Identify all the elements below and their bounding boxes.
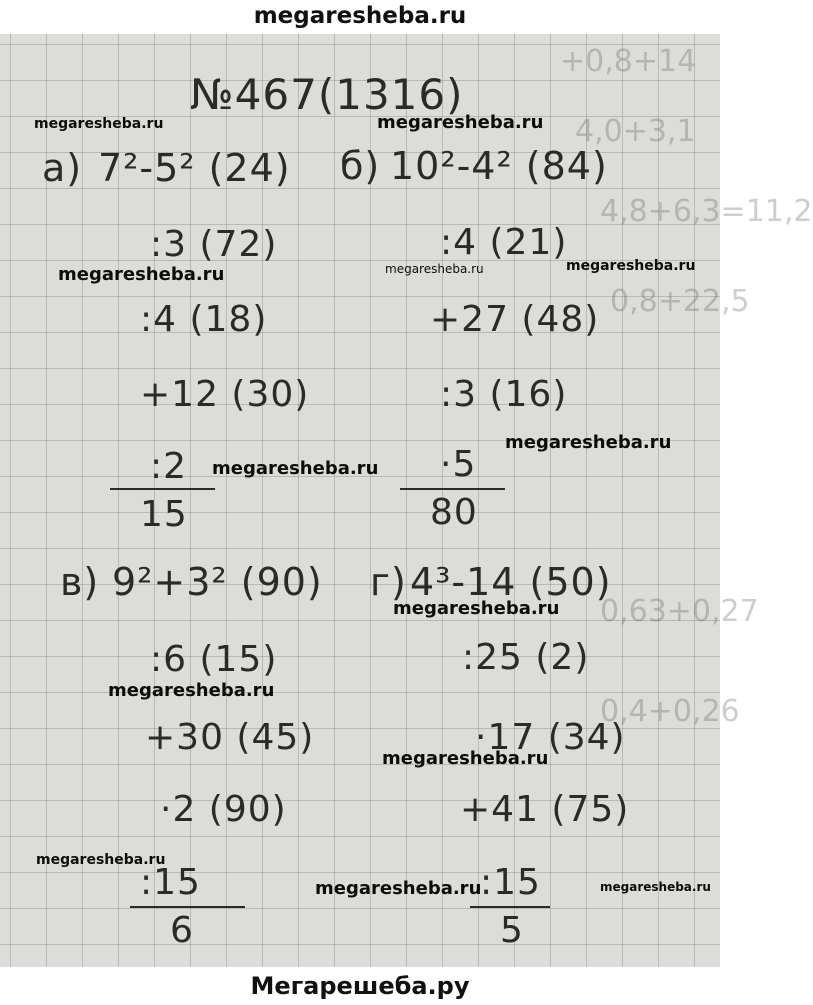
- footer-site-title: Мегарешеба.ру: [0, 967, 720, 1005]
- watermark: megaresheba.ru: [382, 748, 549, 769]
- part-v-step-4: :15: [140, 862, 201, 903]
- part-g-label: г): [370, 560, 407, 604]
- part-b-step-1: :4 (21): [440, 222, 568, 263]
- part-a-step-3: +12 (30): [140, 374, 310, 415]
- part-a-label: а): [42, 146, 83, 190]
- part-v-step-2: +30 (45): [145, 717, 315, 758]
- part-g-start: 4³-14 (50): [410, 560, 612, 604]
- watermark: megaresheba.ru: [600, 880, 711, 894]
- watermark: megaresheba.ru: [315, 878, 482, 899]
- part-v-step-1: :6 (15): [150, 639, 278, 680]
- part-a-result: 15: [140, 494, 188, 535]
- watermark: megaresheba.ru: [377, 112, 544, 133]
- watermark: megaresheba.ru: [393, 598, 560, 619]
- background-trace: 0,4+0,26: [600, 694, 740, 729]
- watermark: megaresheba.ru: [108, 680, 275, 701]
- part-g-step-4: :15: [480, 862, 541, 903]
- notebook-photo: [0, 34, 813, 967]
- part-a-step-4: :2: [150, 446, 188, 487]
- part-g-step-3: +41 (75): [460, 789, 630, 830]
- problem-number: №467(1316): [190, 70, 464, 119]
- part-v-step-3: ·2 (90): [160, 789, 287, 830]
- part-v-fraction-line: [130, 906, 245, 908]
- part-v-label: в): [60, 560, 100, 604]
- part-g-step-2: ·17 (34): [475, 717, 626, 758]
- part-a-start: 7²-5² (24): [98, 146, 291, 190]
- part-g-result: 5: [500, 910, 524, 951]
- part-v-result: 6: [170, 910, 194, 951]
- watermark: megaresheba.ru: [212, 458, 379, 479]
- watermark: megaresheba.ru: [505, 432, 672, 453]
- part-v-start: 9²+3² (90): [112, 560, 323, 604]
- watermark: megaresheba.ru: [385, 262, 484, 276]
- part-b-start: 10²-4² (84): [390, 144, 608, 188]
- watermark: megaresheba.ru: [36, 852, 166, 868]
- background-trace: 4,8+6,3=11,2: [600, 194, 813, 229]
- part-b-step-4: ·5: [440, 444, 477, 485]
- background-trace: +0,8+14: [560, 44, 697, 79]
- part-b-label: б): [340, 144, 381, 188]
- part-b-step-3: :3 (16): [440, 374, 568, 415]
- part-b-fraction-line: [400, 488, 505, 490]
- background-trace: 0,63+0,27: [600, 594, 759, 629]
- part-a-step-2: :4 (18): [140, 299, 268, 340]
- watermark: megaresheba.ru: [34, 116, 164, 132]
- part-a-fraction-line: [110, 488, 215, 490]
- background-trace: 0,8+22,5: [610, 284, 750, 319]
- part-b-result: 80: [430, 492, 478, 533]
- part-g-fraction-line: [470, 906, 550, 908]
- background-trace: 4,0+3,1: [575, 114, 696, 149]
- part-a-step-1: :3 (72): [150, 224, 278, 265]
- watermark: megaresheba.ru: [566, 258, 696, 274]
- part-g-step-1: :25 (2): [462, 637, 590, 678]
- header-site-title: megaresheba.ru: [0, 0, 720, 34]
- watermark: megaresheba.ru: [58, 264, 225, 285]
- part-b-step-2: +27 (48): [430, 299, 600, 340]
